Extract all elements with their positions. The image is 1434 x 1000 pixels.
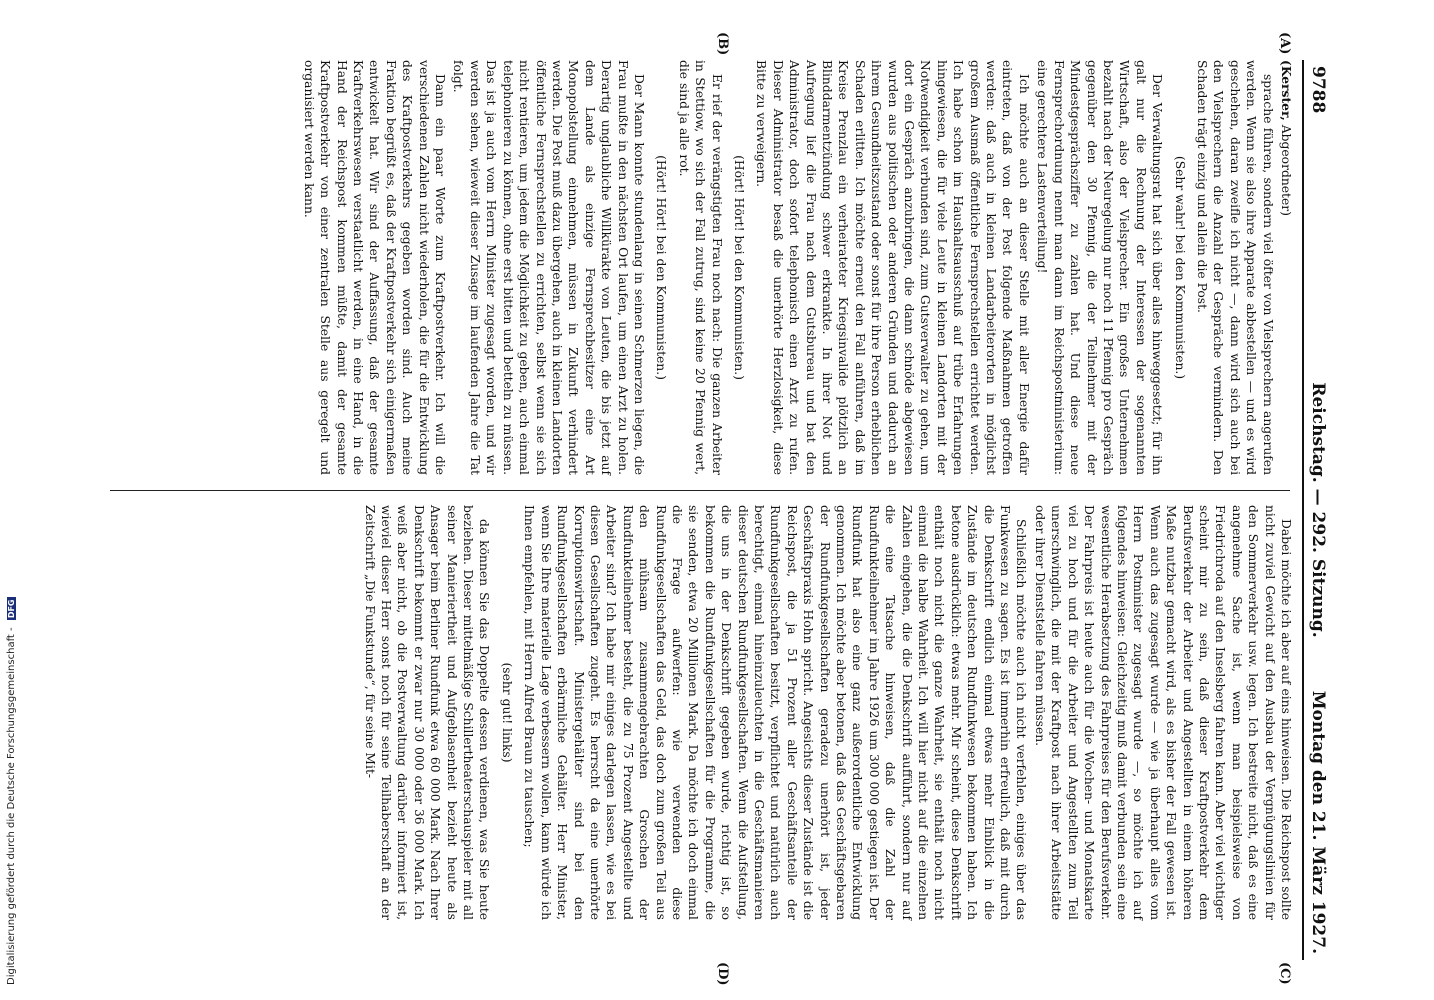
session-date: Montag den 21. März 1927.: [1308, 690, 1328, 954]
paragraph: Dabei möchte ich aber auf eins hinweisen. Die Reichspost sollte nicht zuviel Gewicht auf den Ausbau der Vergnügungslinien für den Sommerverkehr usw. legen. Ich bestreite nicht, daß es eine angenehme Sache ist, wenn man beispielsweise von Friedrichroda auf den Inselsberg fahren kann. Aber viel wichtiger scheint mir zu sein, daß dieser Kraftpostverkehr dem Berufsverkehr der Arbeiter und Angestellten in einem höheren Maße nutzbar gemacht wird, als es bisher der Fall gewesen ist. Wenn auch das zugesagt wurde — wie ja überhaupt alles vom Herrn Postminister zugesagt wurde —, so möchte ich auf folgendes hinweisen: Gleichzeitig muß damit verbunden sein eine wesentliche Herabsetzung des Fahrpreises für den Berufsverkehr. Der Fahrpreis ist heute auch für die Wochen- und Monatskarte viel zu hoch und für die Arbeiter und Angestellten zum Teil unerschwinglich, die mit der Kraftpost nach ihrer Arbeitsstätte oder ihrer Dienststelle fahren müssen.: [1032, 505, 1293, 920]
margin-marker-b: (B): [715, 32, 730, 56]
page-header: [1302, 60, 1330, 960]
interjection: (Hört! Hört! bei den Kommunisten.): [654, 155, 669, 380]
paragraph: Dann ein paar Worte zum Kraftpostverkehr. Ich will die verschiedenen Zahlen nicht wiederholen, die für die Entwicklung des Kraftpostverkehrs gegeben worden sind. Auch meine Fraktion begrüßt es, daß der Kraftpostverkehr sich einigermaßen entwickelt hat. Wir sind der Auffassung, daß der gesamte Kraftverkehrswesen verstaatlicht werden, in eine Hand, in die Hand der Reichspost kommen müßte, damit der gesamte Kraftpostverkehr von einer zentralen Stelle aus geregelt und organisiert werden kann.: [301, 60, 448, 475]
paragraph: Schließlich möchte auch ich nicht verfehlen, einiges über das Funkwesen zu sagen. Es ist immerhin erfreulich, daß mit durch die Denkschrift endlich einmal etwas mehr Einblick in die Zustände im deutschen Rundfunkwesen bekommen haben. Ich betone ausdrücklich: etwas mehr. Mir scheint, diese Denkschrift enthält noch nicht die ganze Wahrheit, sie enthält noch nicht einmal die halbe Wahrheit. Ich will hier nicht auf die einzelnen Zahlen eingehen, die die Denkschrift aufführt, sondern nur auf die eine Tatsache hinweisen, daß die Zahl der Rundfunkteilnehmer im Jahre 1926 um 300 000 gestiegen ist. Der Rundfunk hat also eine ganz außerordentliche Entwicklung genommen. Ich möchte aber betonen, daß das Geschäftsgebaren der Rundfunkgesellschaften geradezu unerhört ist, jeder Geschäftspraxis Hohn spricht. Angesichts dieser Zustände ist die Reichspost, die ja 51 Prozent aller Geschäftsanteile der Rundfunkgesellschaften besitzt, verpflichtet und natürlich auch berechtigt, einmal hineinzuleuchten in die Geschäftsmanieren dieser deutschen Rundfunkgesellschaften. Wenn die Aufstellung, die uns in der Denkschrift gegeben wurde, richtig ist, so bekommen die Rundfunkgesellschaften für die Programme, die sie senden, etwa 20 Millionen Mark. Da möchte ich doch einmal die Frage aufwerfen: wie verwenden diese Rundfunkgesellschaften das Geld, das doch zum großen Teil aus den mühsam zusammengebrachten Groschen der Rundfunkteilnehmer besteht, die zu 75 Prozent Angestellte und Arbeiter sind? Ich habe mir einiges darlegen lassen, wie es bei diesen Gesellschaften zugeht. Es herrscht da eine unerhörte Korruptionswirtschaft. Ministergehälter sind bei den Rundfunkgesellschaften erbärmliche Gehälter. Herr Minister, wenn Sie Ihre materielle Lage verbessern wollen, kann würde ich Ihnen empfehlen, mit Herrn Alfred Braun zu tauschen;: [522, 505, 1029, 920]
margin-marker-c: (C): [1277, 962, 1292, 985]
rotated-document: [105, 32, 1330, 986]
column-divider: [110, 490, 1290, 491]
paragraph: da können Sie das Doppelte dessen verdienen, was Sie heute beziehen. Dieser mittelmäßige Schillertheaterschauspieler mit all seiner Manieriertheit und Aufgeblasenheit bezieht heute als Ansager beim Berliner Rundfunk etwa 60 000 Mark. Nach Ihrer Denkschrift bekommt er zwar nur 30 000 oder 36 000 Mark. Ich weiß aber nicht, ob die Postverwaltung darüber informiert ist, wieviel dieser Herr sonst noch für seine Teilhaberschaft an der Zeitschrift „Die Funkstunde“, für seine Mit-: [362, 505, 492, 920]
margin-marker-d: (D): [715, 962, 730, 986]
interjection: (sehr gut! links): [499, 662, 514, 763]
paragraph: Der Verwaltungsrat hat sich über alles hinweggesetzt; für ihn galt nur die Rechnung der Interessen der sogenannten Wirtschaft, also der Vielsprecher. Ein großes Unternehmen bezahlt nach der Neuregelung nur noch 11 Pfennig pro Gespräch gegenüber den 30 Pfennig, die der Teilnehmer mit der Mindestgesprächsziffer zu zahlen hat. Und diese neue Fernsprechordnung nennt man dann im Reichspostministerium: eine gerechtere Lastenverteilung!: [1035, 60, 1165, 475]
speaker-role: Abgeordneter): [1279, 124, 1293, 216]
interjection: (Hört! Hört! bei den Kommunisten.): [732, 155, 746, 380]
dfg-logo-icon: DFG: [7, 599, 16, 619]
interjection: (Sehr wahr! bei den Kommunisten.): [1172, 155, 1187, 380]
left-column: [298, 60, 1294, 475]
speaker-name: (Kerster,: [1279, 60, 1294, 121]
credit-text: Digitalisierung gefördert durch die Deutsche Forschungsgemeinschaft -: [6, 627, 17, 985]
paragraph: Der Mann konnte stundenlang in seinen Schmerzen liegen, die Frau mußte in den nächsten Ort laufen, um einen Arzt zu holen. Derartig unglaubliche Willkürakte von Leuten, die bis jetzt auf dem Lande als einzige Fernsprechbesitzer eine Art Monopolstellung einnehmen, müssen in Zukunft verhindert werden. Die Post muß dazu übergehen, auch in kleinen Landorten öffentliche Fernsprechstellen zu errichten, selbst wenn sie sich nicht rentieren, um jedem die Möglichkeit zu geben, auch einmal telephonieren zu können, ohne erst bitten und betteln zu müssen. Das ist ja auch vom Herrn Minister zugesagt worden, und wir werden sehen, wieweit dieser Zusage im laufenden Jahre die Tat folgt.: [451, 60, 646, 475]
paragraph: sprache führen, sondern viel öfter von Vielsprechern angerufen werden. Wenn sie also ihre Apparate abbestellen — und es wird geschehen, daran zweifle ich nicht —, dann wird sich auch bei den Vielsprechern die Anzahl der Gespräche vermindern. Den Schaden trägt einzig und allein die Post.: [1194, 60, 1275, 475]
session-title: Reichstag. — 292. Sitzung.: [1308, 382, 1328, 638]
right-column: [359, 505, 1294, 920]
speaker-line: [1278, 60, 1294, 475]
paragraph: Ich möchte auch an dieser Stelle mit aller Energie dafür eintreten, daß von der Post folgende Maßnahmen getroffen werden: daß auch in kleinen Landarbeiterorten in möglichst großem Ausmaß öffentliche Fernsprechstellen errichtet werden. Ich habe schon im Haushaltsausschuß auf trübe Erfahrungen hingewiesen, die für viele Leute in kleinen Landorten mit der Notwendigkeit verbunden sind, zum Gutsverwalter zu gehen, um dort ein Gespräch anzubringen, die dann schnöde abgewiesen wurden aus politischen oder anderen Gründen und dadurch an ihrem Gesundheitszustand oder sonst für ihre Person erheblichen Schaden erlitten. Ich möchte erneut den Fall anführen, daß im Kreise Prenzlau ein verheirateter Kriegsinvalide plötzlich an Blinddarmentzündung schwer erkrankte. In ihrer Not und Aufregung lief die Frau nach dem Gutsbureau und bat den Administrator, doch sofort telephonisch einen Arzt zu rufen. Dieser Administrator besaß die unerhörte Herzlosigkeit, diese Bitte zu verweigern.: [754, 60, 1031, 475]
paragraph: Er rief der verängstigten Frau noch nach: Die ganzen Arbeiter in Stettiow, wo sich der Fall zutrug, sind keine 20 Pfennig wert, die sind ja alle rot.: [676, 60, 724, 475]
page-number: 9788: [1308, 66, 1328, 114]
digitization-credit: [6, 5, 18, 985]
margin-marker-a: (A): [1277, 32, 1292, 55]
